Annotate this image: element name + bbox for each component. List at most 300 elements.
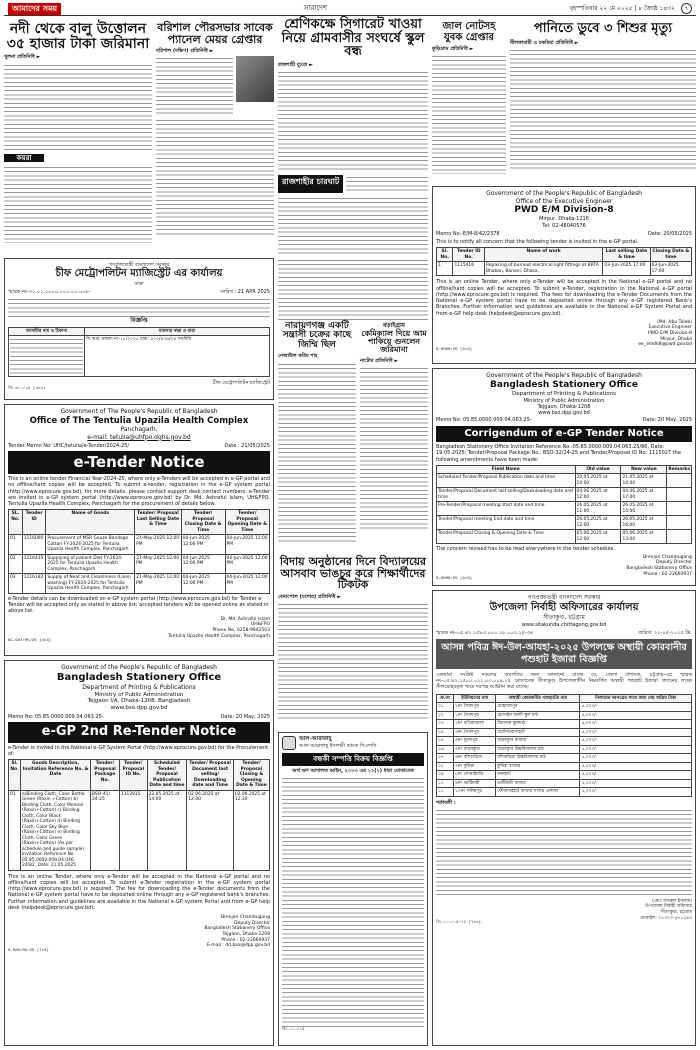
corrigendum-table: [436, 465, 692, 545]
office: Bangladesh Stationery Office: [56, 671, 222, 683]
ministry: Ministry of Public Administration: [523, 397, 605, 404]
table-row: [437, 754, 692, 763]
signer-line: Phone : 02-22660937: [643, 571, 692, 577]
address: Mirpur, Dhaka-1216: [539, 216, 589, 223]
ad-tag: জি-১০০/০৫/২৫ (৭×৩): [436, 921, 481, 926]
cell: মোহাম্মদপুর: [496, 703, 580, 712]
cell: বাঁশবাড়িয়া উচ্চবিদ্যালয় মাঠ: [496, 754, 580, 763]
body-text: [360, 366, 428, 532]
byline: রাজশাহী ব্যুরো ►: [278, 61, 313, 68]
accused-list: [10, 337, 83, 375]
body-text: This is an online Tender, where only e-Tender will be accepted in the National e-GP portal and no offline/hard copies will be accepted. To submit e-Tender registration in the e-GP system portal (http://www.eprocure.gov.bd) is required. The fee for downloading the e-Tender documents from the National e-GP system portal have to be deposited online through any e-GP registered bank's branches. Further information and guidelines are available in the National e-GP system Portal and from e-GP help desk (helpdesk@eprocure.gov.bd).: [8, 873, 270, 911]
memo-number: Tender Memo No: UHC/tetulia/e-Tender/2024-25/: [8, 443, 130, 450]
cell: ভাটিয়ারী বাজার: [496, 779, 580, 788]
signer: চীফ মেট্রোপলিটন ম্যাজিস্ট্রেট: [212, 380, 270, 387]
cell: 26.05.2025 at 11:00: [575, 502, 621, 516]
place: সীতাকুণ্ড, চট্টগ্রাম: [543, 614, 585, 621]
cell: মিয়াজন স্কুলমাঠ: [496, 720, 580, 729]
cell: 1112915: [119, 790, 147, 870]
notice-banner: e-Tender Notice: [8, 451, 270, 474]
body-text: [510, 48, 696, 172]
cell: 20.05.2025 at 14:00: [575, 474, 621, 488]
col-header: ক্র.নং: [437, 694, 454, 703]
notice-date: Date: 20 May, 2025: [642, 417, 692, 424]
signer-line: উপজেলা নির্বাহী অফিসার: [645, 904, 692, 910]
table-row: [437, 262, 692, 276]
cell: ৫,০০০/-: [580, 771, 692, 780]
cell: কুমিরা বাজার: [496, 762, 580, 771]
section-name: সারাদেশ: [303, 4, 327, 13]
cell: Pre-Tender/Proposal meeting start date and time: [437, 502, 576, 516]
cell: বাড়বকুণ্ড বাজার: [496, 737, 580, 746]
cell: Scheduled Tender/Proposal Publication date and time: [437, 474, 576, 488]
govt-line: Government of the People's Republic of Bangladesh: [486, 190, 642, 197]
signer-line: Phone : 02-22660937: [221, 937, 270, 943]
terms-title: শর্তাবলী :: [436, 799, 456, 806]
col-header: Last selling Date & time: [603, 248, 650, 262]
cell: ১নং সৈয়দপুর: [454, 711, 496, 720]
office: Office of The Tentulia Upazila Health Complex: [29, 415, 249, 426]
table-row: [9, 574, 270, 594]
table-row: [437, 737, 692, 746]
ad-tag: G-0000/25 (4×3): [436, 577, 473, 582]
body-text: [278, 362, 356, 544]
body-text: [432, 54, 506, 174]
cell: 26.05.2025 at 14:00: [621, 502, 667, 516]
col-header: Tender ID: [22, 510, 46, 535]
cell: ০৭: [437, 754, 454, 763]
cell: 04-Jun-2025 12:00 PM: [225, 535, 270, 555]
col-header: Tender/ Proposal Closing Date & Time: [181, 510, 225, 535]
bank-logo-icon: [282, 736, 296, 750]
notice-date: Date: 20 May, 2025: [220, 714, 270, 721]
cell: ১১: [437, 788, 454, 797]
body-text: [8, 297, 270, 317]
ad-bso-corrigendum: [432, 368, 696, 586]
cell: 21-May-2025 12:00 PM: [135, 554, 182, 574]
ad-tag: জি-০০০/২৫: [282, 1028, 305, 1032]
byline: নীলফামারী ও চকরিয়া প্রতিনিধি ►: [510, 39, 579, 46]
table-row: [9, 790, 270, 870]
body-text: [278, 70, 428, 172]
cell: 04.06.2025 at 12:00: [575, 488, 621, 502]
signer-line: Mirpur, Dhaka: [660, 336, 692, 342]
col-header: মামলার নম্বর ও ধারা: [85, 327, 270, 336]
newspaper-logo: আমাদের সময়: [8, 3, 61, 15]
notice-banner: e-GP 2nd Re-Tender Notice: [8, 722, 270, 742]
byline: নেজাউল করিম শাহ: [278, 353, 318, 360]
cell: বাড়বকুণ্ড উচ্চবিদ্যালয় মাঠ: [496, 745, 580, 754]
cell: ফৌজদারহাট বাজার সংলগ্ন এলাকা: [496, 788, 580, 797]
tender-table: [8, 509, 270, 594]
bank-logo-text: আল-আরাফাহ্‌: [299, 736, 332, 743]
intro-text: This is an online tender Financial Year-2024-25, where only e-Tenders will be accepted in e-GP portal and no offline/hard copies will be accepted. To submit e-tender, registration in the e-GP system portal (http://www.eprocure.gov.bd), for more details, please contact support desk contact numbers, e-Tender are invited in e-GP system portal (http://www.eprocure.gov.bd) by Dr. Md. Ashraful Islam, UH&FPO, Tentulia Upazila Health Complex, Panchagarh for the procurement of details below.: [8, 476, 270, 508]
table-row: [9, 535, 270, 555]
note: The concern revised has to be read everywhere in the tender schedule.: [436, 546, 616, 553]
col-header: Tender/ Proposal ID No.: [119, 760, 147, 791]
news-drown: [510, 22, 696, 182]
address: Tejgaon I/A, Dhaka-1208, Bangladesh: [87, 698, 191, 705]
col-header: ইউনিয়নের নাম: [454, 694, 496, 703]
table-row: [437, 502, 692, 516]
cell: 05.06.2025 at 13:00: [621, 530, 667, 544]
cell: ৫,০০০/-: [580, 762, 692, 771]
notice-banner: আসন্ন পবিত্র ঈদ-উল-আযহা-২০২৫ উপলক্ষে অস্থায়ী কোরবানীর পশুহাট ইজারা বিজ্ঞপ্তি: [436, 639, 692, 669]
col-header: Field Name: [437, 465, 576, 474]
news-farewell: [278, 556, 428, 728]
byline: নাটোর প্রতিনিধি ►: [360, 357, 399, 364]
cell: মদনহাট: [496, 771, 580, 780]
col-header: অস্থায়ী কোরবানীর পশুহাটের নাম: [496, 694, 580, 703]
cell: Supply of Neat and Cleanliness (Linen washing) FY-2024-2025 for Tentulia Upazila Health Complex, Panchagarh: [46, 574, 135, 594]
col-header: Scheduled Tender/ Proposal Publication Date and time: [147, 760, 187, 791]
cell: ৬নং বাঁশবাড়িয়া: [454, 754, 496, 763]
ad-uno-sitakunda: [432, 590, 696, 1046]
col-header: Sl. No.: [9, 760, 21, 791]
cell: 03: [9, 574, 23, 594]
notice-banner: বন্ধকী সম্পত্তি বিক্রয় বিজ্ঞপ্তি: [282, 753, 424, 766]
cell: 02.06.2025 at 12:30: [233, 790, 269, 870]
intro-text: e-Tender is invited in the National e-GP System Portal (http://www.eprocure.gov.bd) for the Procurement of:: [8, 744, 269, 757]
headline: নদী থেকে বালু উত্তোলন ৩৫ হাজার টাকা জরিমানা: [6, 21, 150, 52]
table-row: [437, 516, 692, 530]
cell: [667, 516, 692, 530]
ad-tentulia: [4, 404, 274, 656]
bank-name: আল-আরাফাহ্‌ ইসলামী ব্যাংক পিএলসি: [299, 743, 377, 750]
city: ঢাকা: [134, 280, 144, 287]
body-text: This is an online Tender, where only e-Tender will be accepted in the National e-GP portal and no offline/hard copies will be accepted. To submit e-Tender, registration in the National e-GP portal (http://www.eprocure.gov.bd) is required. The fees for downloading the e-Tender Documents from the National e-GP system portal have to be deposited online through any e-GP registered Bank's Branches. Further information and guidelines are available in the National e-GP System Portal and from e-GP help desk (helpdesk@eprocure.gov.bd).: [436, 279, 692, 317]
body-text: [282, 776, 424, 1028]
col-header: Name of Goods: [46, 510, 135, 535]
cell: 01: [9, 535, 23, 555]
cell: 1116435: [22, 554, 46, 574]
cell: 22.05.2025 at 14:00: [147, 790, 187, 870]
col-header: Remarks: [668, 466, 690, 472]
cell: ৩নং সৈয়দপুর: [454, 728, 496, 737]
col-header: Tender ID No.: [453, 248, 485, 262]
section-strip: রাজশাহীর চারঘাট: [278, 175, 343, 193]
headline: বিদায় অনুষ্ঠানের দিনে বিদ্যালয়ের আসবাব ভাঙচুর করে শিক্ষার্থীদের টিকটক: [279, 555, 427, 592]
accused-table: [8, 327, 270, 378]
news-photo: [236, 56, 274, 102]
cell: 21-May-2025 12:00 PM: [135, 574, 182, 594]
cell: ৫,০০০/-: [580, 779, 692, 788]
col-header: Name of work: [485, 248, 603, 262]
byline: বেনাপোল (যশোর) প্রতিনিধি ►: [278, 593, 342, 600]
cell: ০৫: [437, 737, 454, 746]
table-row: [437, 711, 692, 720]
body-text: [4, 63, 152, 151]
govt-line: Government of the People's Republic of Bangladesh: [486, 372, 642, 379]
cell: 21.05.2025 at 14:00: [621, 474, 667, 488]
signer-line: (মোঃ ফখরুল ইসলাম): [652, 898, 692, 904]
cell: Procurement of MSR Gauze Bandage Cotton FY-2024-2025 for Tentulia Upazila Health Complex, Panchagarh: [46, 535, 135, 555]
intro-text: This is to notify all concern that the following tender is invited in the e-GP portal.: [436, 239, 639, 245]
notice-title: অর্থ ঋণ আদালত আইন, ২০০৩ এর ১২(১) ধারা মোতাবেক: [292, 767, 414, 774]
headline: জাল নোটসহ যুবক গ্রেপ্তার: [442, 21, 496, 43]
ad-pwd: [432, 186, 696, 364]
signer-line: ee_emdk8@pwd.gov.bd: [638, 342, 692, 348]
notice-date: তারিখ: ২১-০৫-২০২৫ খ্রি.: [638, 629, 692, 636]
signer-line: (Md. Abu Taleb): [657, 319, 692, 325]
govt-line: গণপ্রজাতন্ত্রী বাংলাদেশ সরকার: [108, 262, 170, 268]
signer-line: Brenjon Chambugong: [221, 915, 270, 921]
cell: 1116182: [22, 574, 46, 594]
signer-line: Phone No: 0258-9942503: [212, 627, 270, 633]
body-text: [156, 56, 233, 116]
table-row: [437, 474, 692, 488]
col-header: New value: [621, 465, 667, 474]
cell: Tender/Proposal meeting End date and time: [437, 516, 576, 530]
memo-number: Memo No.-E/M-8/42/2378: [436, 230, 500, 237]
col-header: Tender/ Proposal Opening Date & Time: [225, 510, 270, 535]
cell: ১০: [437, 779, 454, 788]
cell: 1116090: [22, 535, 46, 555]
office-title: চীফ মেট্রোপলিটন ম্যাজিস্ট্রেট এর কার্যালয়: [55, 268, 223, 280]
cell: ৫,০০০/-: [580, 745, 692, 754]
ad-bso-retender: [4, 660, 274, 1046]
ad-tag: জি-৬০০/২৫ (৩×৪): [8, 386, 46, 391]
memo-number: Memo No: 05.85.0000.009.04.063.25-: [436, 417, 532, 424]
cell: 21-May-2025 12:00 PM: [135, 535, 182, 555]
section-strip: কয়রা: [4, 154, 44, 163]
email: e-mail: tetulia@uhfpo.dghs.gov.bd: [87, 433, 191, 441]
cell: ৮নং সোনাইছড়ি: [454, 771, 496, 780]
table-row: [9, 554, 270, 574]
signer-line: Bangladesh Stationery Office: [204, 926, 270, 932]
news-school: [278, 18, 428, 254]
cell: 04-Jun-2025 12:00 PM: [225, 574, 270, 594]
col-header: আসামীর নাম ও ঠিকানা: [9, 327, 85, 336]
cell: ৫,০০০/-: [580, 737, 692, 746]
memo-number: Memo No: 05.85.0000.009.04.063.25-: [8, 714, 104, 721]
signer-block: [436, 899, 692, 922]
cell: 01: [9, 790, 21, 870]
signer-line: Tejgaon, Dhaka-1208: [222, 932, 270, 937]
table-row: [437, 530, 692, 544]
cell: 04-Jun-2025 12:00 PM: [181, 535, 225, 555]
signer-block: [436, 555, 692, 578]
footer-text: e-Tender details can be downloaded on e-GP system portal (http://www.eprocure.gov.bd) for Tender e-Tender will be accepted only as stated in above list; accepted tenders will be opened online as stated in above list.: [8, 595, 269, 615]
table-row: [437, 488, 692, 502]
cell: Supplying of patient Diet FY-2024-2025 for Tentulia Upazila Health Complex, Panchagarh: [46, 554, 135, 574]
cell: 04-Jun-2025 12:00 PM: [181, 554, 225, 574]
cell: ০৮: [437, 762, 454, 771]
signer-line: মোবাইল: ০১৩২৩-৫৭১২৯৩: [640, 915, 692, 921]
notice-label: বিজ্ঞপ্তি: [130, 317, 148, 325]
cell: ০১: [437, 703, 454, 712]
col-header: Old value: [575, 465, 621, 474]
website: www.bso.dpp.gov.bd: [110, 705, 168, 712]
notice-date: Date: 20/05/2025: [647, 230, 692, 237]
news-sand: [4, 22, 152, 254]
col-header: Tender/ Proposal Last Selling Date & Time: [135, 510, 182, 535]
signer-line: PWD E/M Division-8: [647, 331, 692, 336]
cell: ৫,০০০/-: [580, 720, 692, 729]
intro-text: এতদ্বারা সংশ্লিষ্ট সকলের অবগতির জন্য জানানো যাচ্ছে যে, জেলা প্রশাসক, চট্টগ্রাম-এর স্মারক নং-০৫.৪২.১৫০০.০২১.০৩.০০৪.২৫ মোতাবেক সীতাকুণ্ড উপজেলাধীন নিম্নবর্ণিত অস্থায়ী পশুহাট ইজারা প্রদানের লক্ষ্যে সীলমোহরকৃত খামে দরপত্র আহ্বান করা যাচ্ছে।: [436, 671, 692, 691]
signer-block: [436, 320, 692, 348]
signer-line: Brenjon Chambugong: [643, 554, 692, 560]
cell: ০৯: [437, 771, 454, 780]
issue-date: বৃহস্পতিবার ২২ মে ২০২৫ | ৮ জ্যৈষ্ঠ ১৪৩২: [569, 4, 676, 12]
cell: Repairing of burnout electrical light fittings at BRTA Bhaban, Banani, Dhaka.: [485, 262, 603, 276]
cell: [667, 474, 692, 488]
cell: 26.05.2025 at 12:00: [575, 516, 621, 530]
cell: 1.: [437, 262, 453, 276]
cell: 04.06.2025 at 17:00: [621, 488, 667, 502]
ad-tag: GC-997/05/25 (4×3): [8, 639, 52, 644]
dept: Department of Printing & Publications: [82, 684, 196, 691]
table-row: [437, 720, 692, 729]
cell: 04-Jun-2025 12:00 PM: [181, 574, 225, 594]
cell: হোসাইন আলী স্কুল মাঠ: [496, 711, 580, 720]
col-header: SL. No.: [9, 510, 23, 535]
cell: ০৬: [437, 745, 454, 754]
signer-line: Dr. Md. Ashraful Islam: [220, 616, 270, 622]
table-row: [437, 762, 692, 771]
website: www.sitakunda.chittagong.gov.bd: [521, 621, 607, 628]
cell: [667, 530, 692, 544]
cell: 03-Jun-2025 17:00: [603, 262, 650, 276]
govt-line: Government of The People's Republic of Bangladesh: [60, 408, 218, 415]
phone: Tel: 02-48040576: [542, 222, 586, 229]
signer-line: E-mail : dd.bso@dpp.gov.bd: [206, 943, 270, 949]
table-row: [437, 745, 692, 754]
signer-block: [8, 617, 270, 640]
website: www.bso.dpp.gov.bd: [538, 410, 590, 417]
office: Bangladesh Stationery Office: [490, 379, 638, 390]
cell: a)Binding Cloth, Color Bottle Green (Raxin +Cotton) b) Binding Cloth, Color Meroon (Raxin+Cotton) c) Binding Cloth, Color Black (Raxin+Cotton) d) Binding Cloth, Color Sky Blue (Raxin+Cotton) e) Binding Cloth, Color Green (Raxin+Cotton) (As per schedule and guide sample) Invitation Reference No 05.85.0000.009.04.046. 24/82, Date: 21.05.2025: [21, 790, 91, 870]
news-mango: [360, 322, 428, 552]
place: Panchagarh.: [120, 426, 158, 434]
ad-chief-magistrate: [4, 258, 274, 400]
table-row: [437, 703, 692, 712]
headline: কেমিক্যাল দিয়ে আম পাকিয়ে গুনলেন জরিমানা: [361, 328, 427, 355]
cell: [667, 488, 692, 502]
case-info: সি.আর. মামলা নং-১৮/২০২৫ ধারা: ৪২০/৪০৬/৩৪ দণ্ডবিধি: [85, 336, 270, 377]
cell: BSO-41/ 24-25: [91, 790, 120, 870]
news-fakenote: [432, 22, 506, 182]
ad-tag: G-000/05/25 (7×3): [8, 948, 49, 953]
table-row: [437, 779, 692, 788]
page-number: ৭: [681, 3, 692, 14]
body-text: [278, 258, 428, 320]
cell: [667, 502, 692, 516]
office: Office of the Executive Engineer: [515, 197, 613, 205]
table-row: [437, 788, 692, 797]
cell: ৫নং বাড়বকুণ্ড: [454, 745, 496, 754]
col-header: Goods Description, Invitation Reference No. & Date: [21, 760, 91, 791]
cell: ৫,০০০/-: [580, 754, 692, 763]
table-row: [437, 771, 692, 780]
cell: ১০নং সলিমপুর: [454, 788, 496, 797]
header-date-group: [570, 3, 692, 14]
cell: 1115416: [453, 262, 485, 276]
cell: 03-Jun-2025 17:00: [650, 262, 691, 276]
kicker: বড়াইগ্রাম: [382, 322, 406, 329]
body-text: [156, 118, 274, 236]
news-councillor: [156, 22, 274, 254]
headline: শ্রেণিকক্ষে সিগারেট খাওয়া নিয়ে গ্রামবাসীর সংঘর্ষে স্কুল বন্ধ: [281, 17, 425, 60]
memo-number: স্মারক নং-০৫.৪৭.১৫৮৩.০০০.১৮.০০৩.২৫-৩৪: [436, 629, 534, 636]
cell: ০৩: [437, 720, 454, 729]
tender-table: [8, 759, 270, 871]
cell: 02.06.2025 at 12:00: [187, 790, 234, 870]
news-narayanganj: [278, 322, 356, 552]
govt-line: গণপ্রজাতন্ত্রী বাংলাদেশ সরকার: [527, 594, 601, 601]
cell: 05.06.2025 at 12:00: [575, 530, 621, 544]
signer-line: Bangladesh Stationery Office: [626, 565, 692, 571]
headline: নারায়ণগঞ্জ একটি সন্ত্রাসী চক্রের কাছে জিম্মি ছিল: [282, 321, 352, 350]
cell: ৭নং কুমিরা: [454, 762, 496, 771]
notice-banner: Corrigendum of e-GP Tender Notice: [436, 426, 692, 443]
cell: ৫,০০০/-: [580, 728, 692, 737]
signer-line: সীতাকুণ্ড, চট্টগ্রাম: [660, 910, 692, 915]
cell: ০৪: [437, 728, 454, 737]
cell: Tender/Proposal Closing & Opening Date & Time: [437, 530, 576, 544]
body-text: [4, 165, 152, 243]
ministry: Ministry of Public Administration: [94, 691, 184, 698]
signer-line: Deputy Director: [656, 560, 692, 566]
body-text: [278, 602, 428, 720]
cell: 04-Jun-2025 12:00 PM: [225, 554, 270, 574]
govt-line: Government of the People's Republic of Bangladesh: [61, 664, 217, 671]
cell: ১নং সৈয়দপুর: [454, 703, 496, 712]
signer-line: Tentulia Upazila Health Complex, Panchagarh: [167, 633, 270, 639]
cell: ২নং বারৈয়াঢালা: [454, 720, 496, 729]
tender-table: [436, 247, 692, 276]
col-header: Sl. No.: [437, 248, 453, 262]
notice-date: Date : 21/05/2025: [224, 443, 270, 450]
division: PWD E/M Division-8: [514, 205, 614, 215]
cell: ৫,০০০/-: [580, 703, 692, 712]
haat-table: [436, 694, 692, 797]
byline: বরিশাল (দক্ষিণ) প্রতিনিধি ►: [156, 48, 214, 55]
signer-line: UH&FPO: [250, 622, 270, 628]
signer-line: Executive Engineer: [648, 325, 692, 331]
col-header: Tender/ Proposal Closing & Opening Date & Time: [233, 760, 269, 791]
cell: 02: [9, 554, 23, 574]
table-row: [437, 728, 692, 737]
notice-date: তারিখ : 21 APR 2025: [220, 289, 270, 295]
cell: ছোটদারোগাহাট: [496, 728, 580, 737]
memo-number: স্মারক নং-৩২.০১.০০০০.০০০.০০.০০৮-: [8, 289, 91, 295]
signer-block: [8, 915, 270, 949]
cell: ৯নং ভাটিয়ারী: [454, 779, 496, 788]
ad-tag: G-0000/25 (4×3): [436, 347, 473, 352]
cell: ৫,০০০/-: [580, 711, 692, 720]
dept: Department of Printing & Publications: [511, 390, 617, 397]
col-header: Closing Date & time: [650, 248, 691, 262]
intro-text: Bangladesh Stationery Office Invitation Reference No.-05.85.0000.009.04.063.25/86, Date: 19.05.2025; Tender/Proposal Package No.: BSO-32/24-25 and Tender/Proposal ID No: 1115027 the following amendments have been made:: [436, 444, 681, 463]
body-text: [346, 175, 428, 193]
cell: Tender/Proposal Document last selling/Downloading date and time: [437, 488, 576, 502]
col-header: Tender/ Proposal Document last selling/ Downloading date and Time: [187, 760, 234, 791]
headline: পানিতে ডুবে ৩ শিশুর মৃত্যু: [533, 21, 673, 36]
cell: ০২: [437, 711, 454, 720]
col-header: নিলামের দরপত্রের সাথে জমা দেয় অগ্রিম টাকা: [580, 694, 692, 703]
col-header: Tender/ Proposal Package No.: [91, 760, 120, 791]
page-header: [4, 2, 696, 16]
address: Tejgaon, Dhaka-1208: [537, 403, 591, 410]
byline: খুলনা প্রতিনিধি ►: [4, 54, 41, 61]
body-text: [278, 196, 428, 254]
office: উপজেলা নির্বাহী অফিসারের কার্যালয়: [489, 601, 639, 613]
cell: ৪নং মুরাদপুর: [454, 737, 496, 746]
headline: বরিশাল পৌরসভার সাবেক প্যানেল মেয়র গ্রেপ্তার: [157, 21, 273, 46]
byline: কুড়িগ্রাম প্রতিনিধি ►: [432, 46, 474, 52]
terms-text: [436, 808, 692, 896]
